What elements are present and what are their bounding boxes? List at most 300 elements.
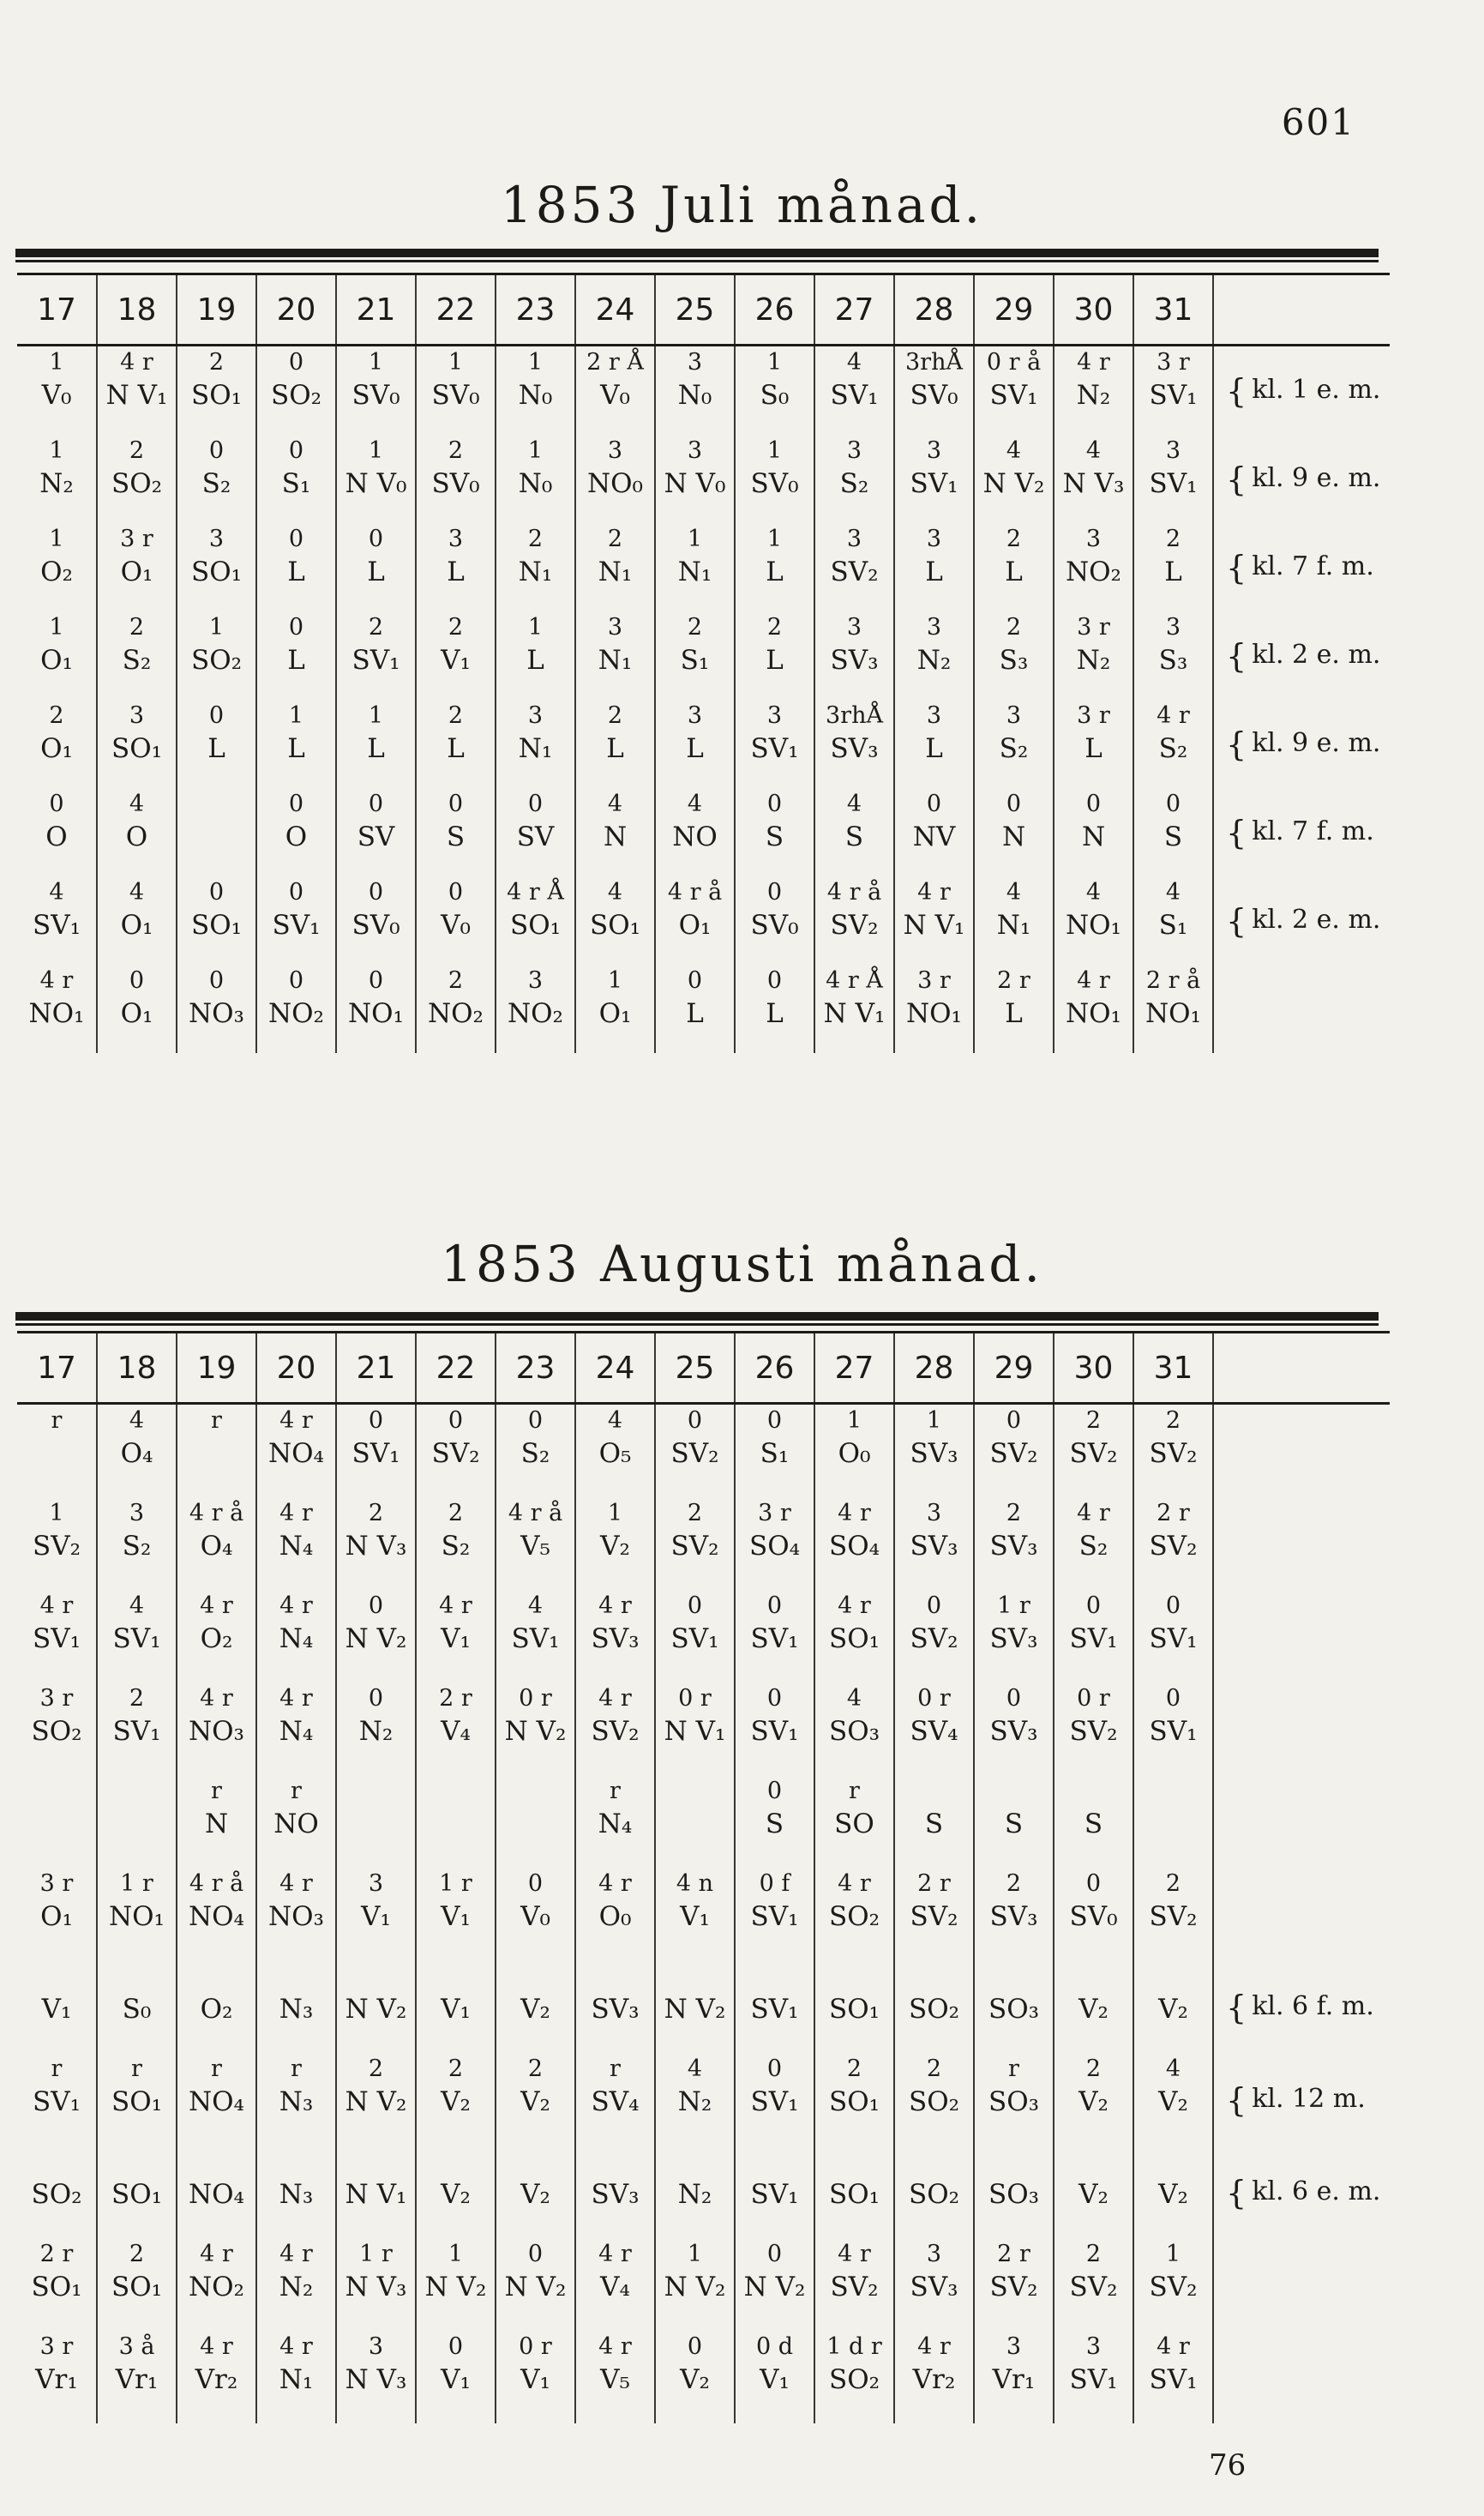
table-cell [496, 1960, 575, 2053]
cell-lower: SO₂ [270, 380, 322, 411]
cell-lower: L [766, 998, 784, 1029]
cell-lower: SO₄ [748, 1531, 801, 1562]
cell-lower: NO₂ [1066, 557, 1121, 587]
cell-lower: O₄ [200, 1531, 233, 1562]
cell-lower: V₅ [600, 2364, 630, 2395]
cell-lower: N V₃ [345, 1531, 407, 1562]
table-cell [1054, 700, 1133, 788]
cell-lower: O₁ [120, 557, 153, 587]
cell-upper: 4 r [838, 1500, 871, 1526]
day-header: 28 [894, 1333, 974, 1404]
cell-upper: 4 r [1077, 349, 1110, 376]
table-cell [177, 2146, 256, 2238]
cell-upper: 0 [368, 791, 384, 817]
cell-upper: 3 å [118, 2333, 155, 2360]
cell-lower: SV₃ [910, 1438, 958, 1469]
cell-upper: 1 [49, 526, 64, 552]
cell-lower: SV₀ [351, 380, 400, 411]
cell-lower: SV₃ [830, 645, 879, 676]
cell-lower: O₁ [40, 733, 73, 764]
cell-upper: 3 r [758, 1500, 791, 1526]
table-cell [1054, 1868, 1133, 1960]
cell-lower [1134, 1808, 1212, 1842]
table-cell [974, 965, 1054, 1053]
table-cell [17, 2331, 97, 2423]
cell-lower: SV₁ [750, 1994, 799, 2025]
table-cell [177, 1682, 256, 1775]
cell-upper [417, 1775, 495, 1808]
cell-upper [1054, 2146, 1133, 2178]
cell-upper: 0 [687, 1592, 703, 1619]
cell-upper: 3 [607, 614, 623, 641]
cell-upper [496, 2146, 574, 2178]
cell-upper: 4 r [1157, 702, 1190, 729]
cell-lower: SV₂ [910, 1901, 958, 1932]
table-cell [575, 1497, 655, 1590]
cell-lower: NV [912, 822, 956, 852]
cell-lower: L [447, 733, 465, 764]
cell-upper: 0 [527, 2241, 544, 2267]
cell-upper [496, 1775, 574, 1808]
cell-lower: V₄ [441, 1716, 471, 1747]
day-header: 17 [17, 274, 97, 346]
table-cell [97, 1960, 177, 2053]
cell-lower: S₁ [680, 645, 710, 676]
table-cell [17, 700, 97, 788]
cell-lower: N₂ [1076, 645, 1111, 676]
cell-upper: 1 [846, 1407, 862, 1434]
table-cell [17, 2053, 97, 2146]
table-cell [416, 700, 496, 788]
table-cell [177, 1775, 256, 1868]
cell-upper: 4 r [279, 1500, 313, 1526]
cell-upper: 0 [368, 526, 384, 552]
table-cell [814, 1682, 894, 1775]
cell-upper [1054, 1960, 1133, 1993]
cell-upper: 1 [766, 526, 783, 552]
cell-upper: 1 [527, 437, 544, 464]
cell-lower: S₂ [839, 468, 869, 499]
cell-lower [177, 821, 255, 855]
day-header: 29 [974, 1333, 1054, 1404]
cell-upper: 4 r [279, 2333, 313, 2360]
cell-upper [815, 1960, 893, 1993]
cell-lower: N₄ [598, 1809, 633, 1839]
cell-lower: N₃ [279, 1994, 314, 2025]
cell-upper: 3 [1085, 2333, 1102, 2360]
cell-lower: NO₂ [428, 998, 484, 1029]
cell-lower: SV₁ [750, 1716, 799, 1747]
cell-lower: L [367, 557, 385, 587]
cell-upper: 4 [1165, 2056, 1181, 2082]
table-cell [97, 346, 177, 436]
row-note [1213, 2238, 1390, 2331]
cell-lower: SV₁ [750, 1901, 799, 1932]
cell-lower: SV₁ [32, 910, 81, 941]
table-cell [894, 2053, 974, 2146]
cell-lower: N₄ [279, 1531, 314, 1562]
table-cell [1133, 611, 1213, 700]
cell-upper: 3 [129, 702, 145, 729]
table-cell [1054, 435, 1133, 523]
table-cell [97, 1497, 177, 1590]
cell-upper: 2 [607, 526, 623, 552]
cell-upper: 2 [448, 967, 464, 994]
row-note [1213, 2053, 1390, 2146]
table-cell [974, 611, 1054, 700]
table-cell [894, 611, 974, 700]
table-row [17, 2238, 1390, 2331]
cell-upper: 2 [1006, 526, 1022, 552]
cell-lower: SV₁ [750, 2179, 799, 2210]
cell-lower: NO₁ [1145, 998, 1201, 1029]
cell-lower: NO₄ [189, 2179, 244, 2210]
cell-lower: N V₂ [345, 1994, 407, 2025]
cell-lower: S₂ [1078, 1531, 1108, 1562]
cell-upper: 0 [1006, 1407, 1022, 1434]
cell-upper [337, 2146, 415, 2178]
cell-upper: 0 [1085, 1870, 1102, 1897]
cell-upper: 2 r [439, 1685, 472, 1712]
cell-lower: SO [834, 1809, 874, 1839]
table-cell [97, 2146, 177, 2238]
cell-lower: L [1005, 557, 1023, 587]
cell-upper: 0 [687, 1407, 703, 1434]
table-cell [97, 435, 177, 523]
cell-lower: S [924, 1809, 944, 1839]
cell-lower: S₂ [122, 1531, 152, 1562]
table-cell [735, 611, 814, 700]
cell-upper: 0 [288, 614, 304, 641]
cell-lower: V₂ [520, 2179, 550, 2210]
cell-lower: SV₃ [910, 1531, 958, 1562]
cell-lower: SV₂ [989, 2272, 1038, 2302]
cell-lower: N [603, 822, 628, 852]
cell-upper: 1 [926, 1407, 942, 1434]
cell-lower [496, 1808, 574, 1842]
cell-upper: 0 [1085, 1592, 1102, 1619]
cell-upper: 2 [1085, 1407, 1102, 1434]
cell-upper: 0 [288, 791, 304, 817]
cell-upper: 0 [288, 967, 304, 994]
day-header: 19 [177, 274, 256, 346]
cell-upper [98, 1960, 176, 1993]
table-cell [655, 2238, 735, 2331]
cell-lower: SV₂ [1069, 1438, 1118, 1469]
cell-lower: N V₃ [345, 2364, 407, 2395]
cell-lower: SV₁ [989, 380, 1038, 411]
cell-lower: SO₃ [828, 1716, 880, 1747]
cell-lower: O₁ [598, 998, 632, 1029]
table-row [17, 1682, 1390, 1775]
cell-upper: 1 [607, 967, 623, 994]
table-cell [416, 523, 496, 611]
cell-upper: 0 r [519, 1685, 552, 1712]
cell-lower: N₁ [279, 2364, 314, 2395]
cell-upper: 0 [1085, 791, 1102, 817]
table-cell [814, 1497, 894, 1590]
table-cell [256, 1590, 336, 1682]
table-cell [814, 346, 894, 436]
brace-icon: { [1226, 725, 1247, 763]
cell-upper: 4 [1006, 437, 1022, 464]
brace-icon: { [1226, 549, 1247, 587]
table-cell [735, 1682, 814, 1775]
cell-upper [17, 2146, 96, 2178]
table-cell [336, 523, 416, 611]
table-cell [655, 876, 735, 965]
cell-lower: N V₂ [504, 2272, 567, 2302]
table-cell [974, 876, 1054, 965]
cell-upper: 4 r [200, 1685, 233, 1712]
cell-lower: V₂ [1158, 1994, 1188, 2025]
july-rule-thick [15, 249, 1379, 257]
august-table [17, 1331, 1390, 2423]
cell-lower: V₅ [520, 1531, 550, 1562]
cell-upper: 3 [766, 702, 783, 729]
row-note [1213, 435, 1390, 523]
cell-upper [98, 2146, 176, 2178]
cell-lower: L [1084, 733, 1102, 764]
cell-lower: SV₂ [910, 1623, 958, 1654]
table-cell [336, 2053, 416, 2146]
cell-upper: 4 [846, 349, 862, 376]
cell-upper [975, 1775, 1053, 1808]
cell-upper: 4 r [200, 2241, 233, 2267]
table-cell [1054, 1590, 1133, 1682]
note-header [1213, 274, 1390, 346]
table-cell [416, 2146, 496, 2238]
cell-upper: 3 [368, 2333, 384, 2360]
cell-lower: V₀ [41, 380, 72, 411]
cell-lower: SO₁ [828, 2086, 880, 2117]
cell-upper: 1 [448, 349, 464, 376]
cell-upper: 2 r Å [586, 349, 644, 376]
cell-lower: SO₁ [111, 2179, 163, 2210]
cell-upper: 0 [448, 791, 464, 817]
cell-upper: 4 [607, 791, 623, 817]
brace-icon: { [1226, 2173, 1247, 2212]
cell-upper: 4 [687, 791, 703, 817]
table-cell [735, 1497, 814, 1590]
cell-lower: V₁ [441, 2364, 471, 2395]
cell-upper: 4 r [838, 1592, 871, 1619]
cell-upper: 1 [368, 437, 384, 464]
table-cell [256, 1868, 336, 1960]
table-cell [496, 1682, 575, 1775]
cell-lower: L [526, 645, 544, 676]
cell-upper: 1 r [997, 1592, 1030, 1619]
cell-upper: 3 [1165, 614, 1181, 641]
cell-upper: 3 [1085, 526, 1102, 552]
cell-upper: 3 r [1077, 614, 1110, 641]
day-header: 22 [416, 1333, 496, 1404]
cell-upper [656, 2146, 734, 2178]
table-cell [655, 1775, 735, 1868]
cell-upper: 0 [766, 1407, 783, 1434]
cell-upper: 1 [766, 349, 783, 376]
cell-lower: SV₂ [591, 1716, 640, 1747]
cell-upper: 3 [1006, 702, 1022, 729]
note-text: kl. 2 e. m. [1252, 905, 1381, 935]
cell-upper: 3 [368, 1870, 384, 1897]
cell-upper [815, 2146, 893, 2178]
cell-lower: NO₄ [268, 1438, 324, 1469]
cell-upper: 0 [926, 1592, 942, 1619]
cell-lower: SV₂ [1069, 1716, 1118, 1747]
cell-lower: SO₁ [31, 2272, 82, 2302]
cell-upper: 1 [687, 526, 703, 552]
cell-lower: SV₀ [351, 910, 400, 941]
table-cell [1133, 965, 1213, 1053]
note-text: kl. 6 f. m. [1252, 1990, 1374, 2021]
table-cell [416, 611, 496, 700]
cell-upper: 1 [527, 349, 544, 376]
brace-icon: { [1226, 902, 1247, 940]
cell-lower: SV₂ [989, 1438, 1038, 1469]
table-row [17, 1404, 1390, 1498]
row-note [1213, 1960, 1390, 2053]
table-cell [894, 1404, 974, 1498]
table-cell [416, 965, 496, 1053]
table-cell [177, 788, 256, 876]
table-cell [256, 2238, 336, 2331]
header-row [17, 274, 1390, 346]
cell-upper: 0 [129, 967, 145, 994]
cell-upper: 2 [448, 1500, 464, 1526]
cell-upper: 2 [448, 2056, 464, 2082]
cell-lower: N V₃ [345, 2272, 407, 2302]
day-header: 24 [575, 1333, 655, 1404]
cell-upper [1134, 2146, 1212, 2178]
cell-upper: 4 [129, 879, 145, 906]
table-cell [894, 876, 974, 965]
table-cell [575, 700, 655, 788]
cell-upper [576, 1960, 654, 1993]
cell-lower: S₁ [281, 468, 311, 499]
table-cell [416, 876, 496, 965]
cell-upper: 2 r [997, 2241, 1030, 2267]
cell-lower: SO₁ [190, 910, 243, 941]
cell-upper [417, 1960, 495, 1993]
cell-upper: 0 [208, 967, 225, 994]
cell-lower: N₂ [677, 2179, 712, 2210]
table-cell [336, 1404, 416, 1498]
cell-upper [1134, 1960, 1212, 1993]
table-row [17, 523, 1390, 611]
cell-lower: L [367, 733, 385, 764]
table-cell [177, 523, 256, 611]
cell-lower: SV₁ [32, 2086, 81, 2117]
table-cell [1133, 346, 1213, 436]
day-header: 25 [655, 274, 735, 346]
table-cell [575, 788, 655, 876]
table-cell [256, 435, 336, 523]
table-cell [1133, 700, 1213, 788]
cell-lower: N₃ [279, 2086, 314, 2117]
row-note [1213, 1497, 1390, 1590]
table-cell [256, 2331, 336, 2423]
table-cell [735, 435, 814, 523]
table-cell [1054, 965, 1133, 1053]
cell-upper: 3 [687, 349, 703, 376]
table-cell [735, 2331, 814, 2423]
table-cell [735, 1868, 814, 1960]
table-cell [814, 876, 894, 965]
table-cell [575, 1868, 655, 1960]
table-cell [496, 965, 575, 1053]
table-cell [1054, 2146, 1133, 2238]
table-cell [336, 1497, 416, 1590]
cell-upper: r [211, 1407, 222, 1434]
brace-icon: { [1226, 460, 1247, 498]
cell-lower: S₁ [760, 1438, 790, 1469]
cell-lower: V₂ [1158, 2179, 1188, 2210]
table-cell [894, 1682, 974, 1775]
table-cell [177, 700, 256, 788]
cell-lower: V₂ [520, 1994, 550, 2025]
day-header: 22 [416, 274, 496, 346]
cell-lower [417, 1808, 495, 1842]
cell-upper: 4 [129, 1592, 145, 1619]
table-cell [974, 2238, 1054, 2331]
table-cell [1054, 611, 1133, 700]
table-cell [336, 346, 416, 436]
cell-upper: 4 r [1077, 1500, 1110, 1526]
cell-upper: 4 [607, 1407, 623, 1434]
table-cell [974, 1497, 1054, 1590]
cell-upper: 2 [926, 2056, 942, 2082]
cell-upper: 2 [129, 614, 145, 641]
table-cell [974, 435, 1054, 523]
cell-lower: O₁ [120, 998, 153, 1029]
cell-upper: 1 [607, 1500, 623, 1526]
cell-lower: L [1164, 557, 1182, 587]
table-row [17, 788, 1390, 876]
cell-upper: 2 [1165, 526, 1181, 552]
cell-upper: 2 [1006, 614, 1022, 641]
cell-lower: N₁ [996, 910, 1031, 941]
cell-upper: r [610, 2056, 621, 2082]
table-row [17, 346, 1390, 436]
table-cell [814, 965, 894, 1053]
table-cell [496, 876, 575, 965]
cell-lower: S [1084, 1809, 1103, 1839]
day-header: 21 [336, 1333, 416, 1404]
table-row [17, 435, 1390, 523]
cell-lower: L [287, 645, 305, 676]
cell-lower: V₀ [441, 910, 471, 941]
cell-lower: SV₁ [750, 2086, 799, 2117]
cell-upper: 1 d r [826, 2333, 882, 2360]
table-cell [1054, 523, 1133, 611]
cell-lower: SO₁ [190, 557, 243, 587]
cell-lower: S₂ [441, 1531, 471, 1562]
table-cell [97, 700, 177, 788]
cell-lower: SO₁ [828, 2179, 880, 2210]
table-cell [814, 1868, 894, 1960]
table-cell [416, 1960, 496, 2053]
table-cell [974, 1868, 1054, 1960]
table-row [17, 965, 1390, 1053]
table-row [17, 1590, 1390, 1682]
table-cell [416, 1590, 496, 1682]
cell-lower: SV₁ [112, 1716, 161, 1747]
cell-lower: O₂ [200, 1994, 233, 2025]
table-cell [1054, 1775, 1133, 1868]
table-cell [894, 1960, 974, 2053]
cell-lower: SO₃ [988, 1994, 1040, 2025]
